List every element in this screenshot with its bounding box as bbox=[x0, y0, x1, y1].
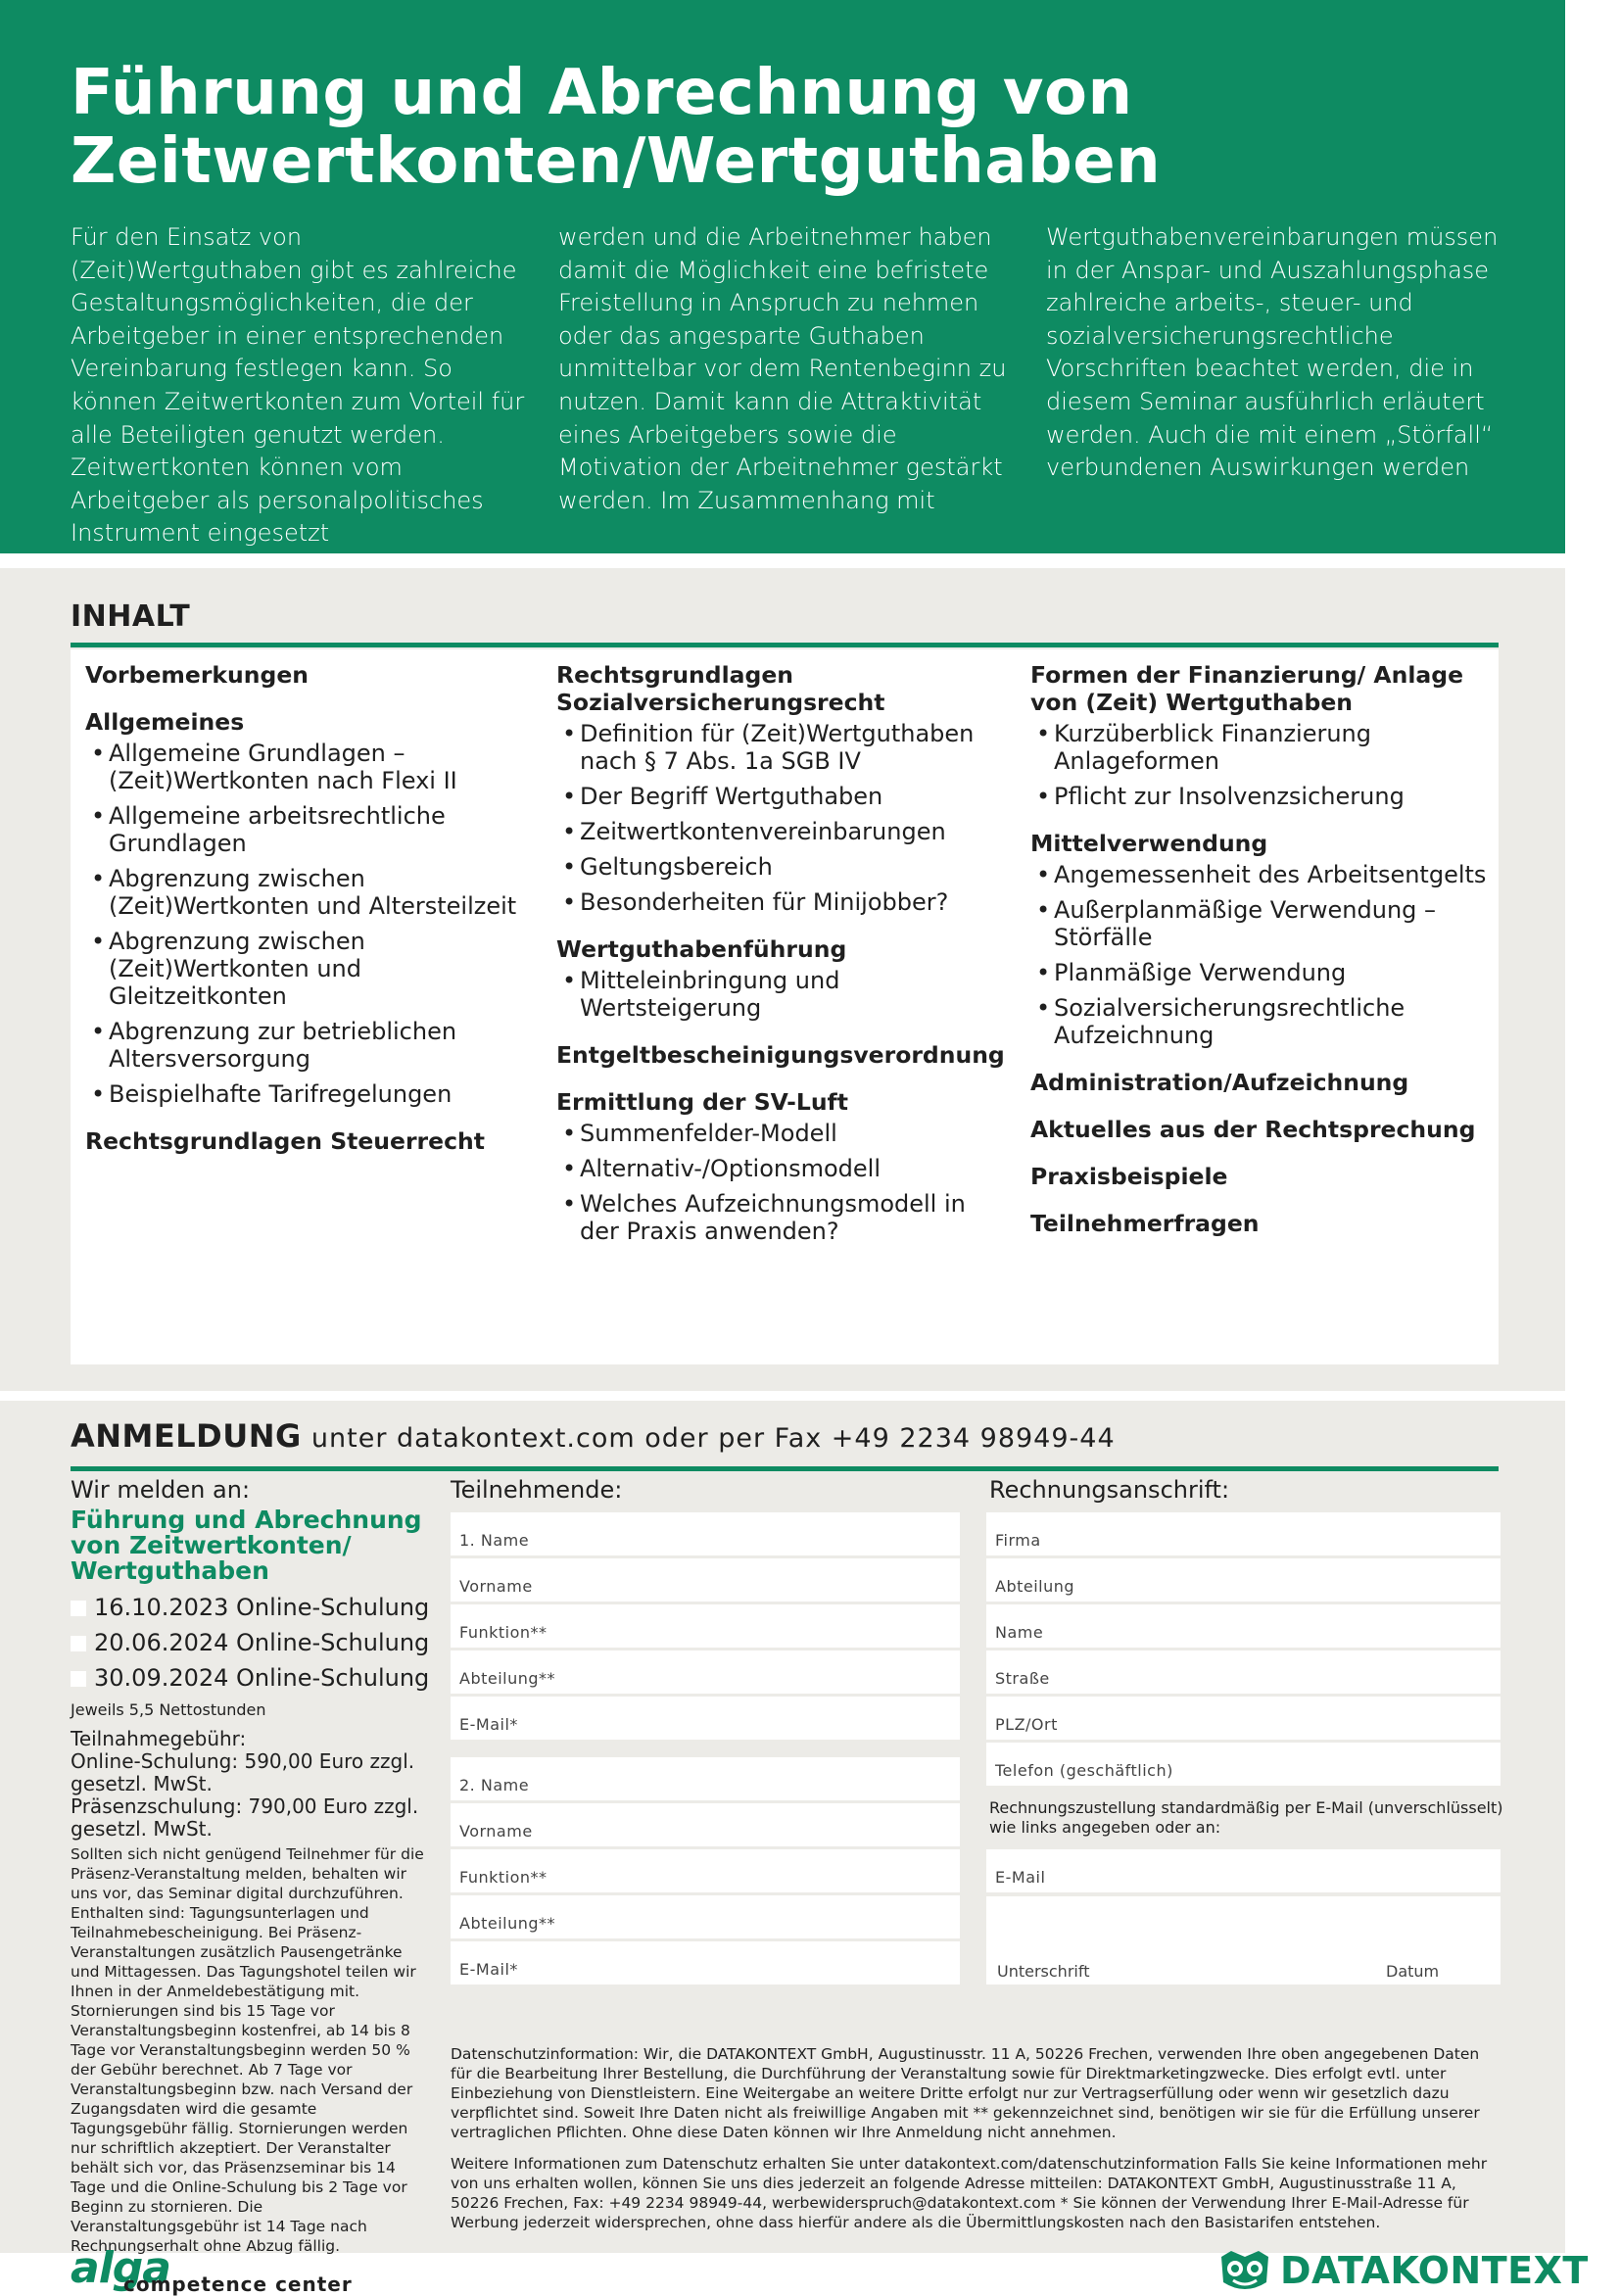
topic-wertguthabenfuehrung: Wertguthabenführung bbox=[556, 935, 847, 963]
duration-note: Jeweils 5,5 Nettostunden bbox=[71, 1700, 266, 1719]
page-title: Führung und Abrechnung von Zeitwertkonten/Wertguthaben bbox=[71, 57, 1162, 198]
list-item: • Besonderheiten für Minijobber? bbox=[556, 888, 1007, 916]
list-item: • Abgrenzung zur betrieblichen Altersversorgung bbox=[85, 1018, 546, 1073]
participant1-name-field[interactable]: 1. Name bbox=[451, 1512, 960, 1555]
wg-list bbox=[556, 967, 1007, 1022]
header-band bbox=[0, 0, 1565, 553]
participant1-function-field[interactable]: Funktion** bbox=[451, 1604, 960, 1648]
rechnung-label: Rechnungsanschrift: bbox=[989, 1476, 1230, 1504]
fin-list bbox=[1030, 720, 1491, 810]
owl-icon bbox=[1217, 2249, 1272, 2292]
participant1-department-field[interactable]: Abteilung** bbox=[451, 1650, 960, 1694]
wir-melden-label: Wir melden an: bbox=[71, 1476, 251, 1504]
page-margin bbox=[1565, 0, 1620, 2291]
privacy-paragraph: Weitere Informationen zum Datenschutz erhalten Sie unter datakontext.com/datenschutzinformation Falls Sie keine Informationen mehr von uns erhalten wollen, können Sie uns dies jederzeit an folgende Adresse mitteilen: DATAKONTEXT GmbH, Augustinusstraße 11 A, 50226 Frechen, Fax: +49 2234 98949-44, werbewiderspruch@datakontext.com * Sie können der Verwendung Ihrer E-Mail-Adresse für Werbung jederzeit widersprechen, ohne dass hierfür andere als die Übermittlungskosten nach den Basistarifen entstehen. bbox=[451, 2155, 1488, 2231]
billing-street-field[interactable]: Straße bbox=[986, 1650, 1501, 1694]
topic-steuerrecht: Rechtsgrundlagen Steuerrecht bbox=[85, 1127, 485, 1155]
billing-department-field[interactable]: Abteilung bbox=[986, 1558, 1501, 1602]
datakontext-logo: DATAKONTEXT bbox=[1217, 2249, 1589, 2292]
course-title: Führung und Abrechnung von Zeitwertkonten/ Wertguthaben bbox=[71, 1506, 422, 1585]
sv-list bbox=[556, 720, 1007, 916]
topic-sv-luft: Ermittlung der SV-Luft bbox=[556, 1088, 849, 1116]
list-item: • Welches Aufzeichnungsmodell in der Praxis anwenden? bbox=[556, 1190, 1007, 1245]
fee-online: Online-Schulung: 590,00 Euro zzgl. gesetzl. MwSt. bbox=[71, 1749, 415, 1795]
participant2-firstname-field[interactable]: Vorname bbox=[451, 1803, 960, 1846]
anmeldung-divider bbox=[71, 1466, 1499, 1471]
topic-sozialversicherungsrecht: Rechtsgrundlagen Sozialversicherungsrecht bbox=[556, 661, 885, 716]
intro-column-1: Für den Einsatz von (Zeit)Wertguthaben gibt es zahlreiche Gestaltungsmöglichkeiten, die der Arbeitgeber in einer entsprechenden Vereinbarung festlegen kann. So können Zeitwertkonten zum Vorteil für alle Beteiligten genutzt werden. Zeitwertkonten können vom Arbeitgeber als personalpolitisches Instrument eingesetzt bbox=[71, 223, 525, 548]
list-item: • Pflicht zur Insolvenzsicherung bbox=[1030, 783, 1491, 810]
signature-field[interactable] bbox=[986, 1896, 1501, 1985]
billing-name-field[interactable]: Name bbox=[986, 1604, 1501, 1648]
topic-administration: Administration/Aufzeichnung bbox=[1030, 1069, 1409, 1096]
topic-finanzierung: Formen der Finanzierung/ Anlage von (Zeit) Wertguthaben bbox=[1030, 661, 1464, 716]
topic-allgemeines: Allgemeines bbox=[85, 708, 245, 736]
anmeldung-title: ANMELDUNG unter datakontext.com oder per Fax +49 2234 98949-44 bbox=[71, 1417, 1116, 1455]
date-checkbox[interactable] bbox=[71, 1636, 86, 1651]
topic-praxisbeispiele: Praxisbeispiele bbox=[1030, 1163, 1228, 1190]
alga-logo: alga competence center bbox=[71, 2243, 353, 2296]
date-option-2[interactable]: 20.06.2024 Online-Schulung bbox=[71, 1629, 429, 1656]
inhalt-divider bbox=[71, 643, 1499, 647]
date-option-1[interactable]: 16.10.2023 Online-Schulung bbox=[71, 1594, 429, 1621]
participant2-email-field[interactable]: E-Mail* bbox=[451, 1941, 960, 1985]
list-item: • Kurzüberblick Finanzierung Anlageformen bbox=[1030, 720, 1491, 775]
list-item: • Sozialversicherungsrechtliche Aufzeichnung bbox=[1030, 994, 1491, 1049]
signature-label: Unterschrift bbox=[997, 1962, 1090, 1981]
date-label: Datum bbox=[1386, 1962, 1440, 1981]
list-item: • Alternativ-/Optionsmodell bbox=[556, 1155, 1007, 1182]
billing-note: Rechnungszustellung standardmäßig per E-Mail (unverschlüsselt) wie links angegeben oder an: bbox=[989, 1798, 1503, 1837]
topic-teilnehmerfragen: Teilnehmerfragen bbox=[1030, 1210, 1260, 1237]
fee-block bbox=[71, 1728, 443, 1841]
list-item: • Abgrenzung zwischen (Zeit)Wertkonten und Gleitzeitkonten bbox=[85, 928, 546, 1010]
teilnehmende-label: Teilnehmende: bbox=[451, 1476, 623, 1504]
list-item: • Außerplanmäßige Verwendung – Störfälle bbox=[1030, 896, 1491, 951]
participant2-department-field[interactable]: Abteilung** bbox=[451, 1895, 960, 1938]
fee-praesenz: Präsenzschulung: 790,00 Euro zzgl. gesetzl. MwSt. bbox=[71, 1794, 419, 1841]
billing-company-field[interactable]: Firma bbox=[986, 1512, 1501, 1555]
anmeldung-subtitle: unter datakontext.com oder per Fax +49 2234 98949-44 bbox=[310, 1423, 1116, 1454]
list-item: • Zeitwertkontenvereinbarungen bbox=[556, 818, 1007, 845]
participant2-function-field[interactable]: Funktion** bbox=[451, 1849, 960, 1892]
topic-entgeltbescheinigung: Entgeltbescheinigungsverordnung bbox=[556, 1041, 1005, 1069]
privacy-info bbox=[451, 2044, 1499, 2232]
participant1-firstname-field[interactable]: Vorname bbox=[451, 1558, 960, 1602]
inhalt-title: INHALT bbox=[71, 599, 191, 634]
allgemeines-list bbox=[85, 740, 546, 1108]
participant2-name-field[interactable]: 2. Name bbox=[451, 1757, 960, 1800]
billing-phone-field[interactable]: Telefon (geschäftlich) bbox=[986, 1743, 1501, 1786]
list-item: • Angemessenheit des Arbeitsentgelts bbox=[1030, 861, 1491, 888]
list-item: • Planmäßige Verwendung bbox=[1030, 959, 1491, 986]
topic-rechtsprechung: Aktuelles aus der Rechtsprechung bbox=[1030, 1116, 1476, 1143]
date-checkbox[interactable] bbox=[71, 1601, 86, 1616]
list-item: • Abgrenzung zwischen (Zeit)Wertkonten und Altersteilzeit bbox=[85, 865, 546, 920]
list-item: • Allgemeine arbeitsrechtliche Grundlagen bbox=[85, 802, 546, 857]
date-checkbox[interactable] bbox=[71, 1671, 86, 1687]
list-item: • Geltungsbereich bbox=[556, 853, 1007, 881]
participant1-email-field[interactable]: E-Mail* bbox=[451, 1697, 960, 1740]
list-item: • Summenfelder-Modell bbox=[556, 1120, 1007, 1147]
intro-column-3: Wertguthabenvereinbarungen müssen in der Anspar- und Auszahlungsphase zahlreiche arbeits-, steuer- und sozialversicherungsrechtliche Vorschriften beachtet werden, die in diesem Seminar ausführlich erläutert werden. Auch die mit einem „Störfall“ verbundenen Auswirkungen werden bbox=[1046, 223, 1499, 482]
list-item: • Allgemeine Grundlagen – (Zeit)Wertkonten nach Flexi II bbox=[85, 740, 546, 794]
intro-column-2: werden und die Arbeitnehmer haben damit die Möglichkeit eine befristete Freistellung in Anspruch zu nehmen oder das angesparte Guthaben unmittelbar vor dem Rentenbeginn zu nutzen. Damit kann die Attraktivität eines Arbeitgebers sowie die Motivation der Arbeitnehmer gestärkt werden. Im Zusammenhang mit bbox=[558, 223, 1007, 514]
billing-email-field[interactable]: E-Mail bbox=[986, 1849, 1501, 1892]
inhalt-column-3 bbox=[1030, 661, 1491, 1257]
list-item: • Mitteleinbringung und Wertsteigerung bbox=[556, 967, 1007, 1022]
inhalt-column-2 bbox=[556, 661, 1007, 1265]
inhalt-column-1 bbox=[85, 661, 546, 1174]
list-item: • Beispielhafte Tarifregelungen bbox=[85, 1080, 546, 1108]
topic-mittelverwendung: Mittelverwendung bbox=[1030, 830, 1268, 857]
date-option-3[interactable]: 30.09.2024 Online-Schulung bbox=[71, 1664, 429, 1692]
billing-city-field[interactable]: PLZ/Ort bbox=[986, 1697, 1501, 1740]
list-item: • Der Begriff Wertguthaben bbox=[556, 783, 1007, 810]
terms-text: Sollten sich nicht genügend Teilnehmer für die Präsenz-Veranstaltung melden, behalten wir uns vor, das Seminar digital durchzuführen. Enthalten sind: Tagungsunterlagen und Teilnahmebescheinigung. Bei Präsenz-Veranstaltungen zusätzlich Pausengetränke und Mittagessen. Das Tagungshotel teilen wir Ihnen in der Anmeldebestätigung mit. Stornierungen sind bis 15 Tage vor Veranstaltungsbeginn kostenfrei, ab 14 bis 8 Tage vor Veranstaltungsbeginn werden 50 % der Gebühr berechnet. Ab 7 Tage vor Veranstaltungsbeginn bzw. nach Versand der Zugangsdaten wird die gesamte Tagungsgebühr fällig. Stornierungen werden nur schriftlich akzeptiert. Der Veranstalter behält sich vor, das Präsenzseminar bis 14 Tage und die Online-Schulung bis 2 Tage vor Beginn zu stornieren. Die Veranstaltungsgebühr ist 14 Tage nach Rechnungserhalt ohne Abzug fällig. bbox=[71, 1845, 424, 2255]
svluft-list bbox=[556, 1120, 1007, 1245]
list-item: • Definition für (Zeit)Wertguthaben nach § 7 Abs. 1a SGB IV bbox=[556, 720, 1007, 775]
privacy-paragraph: Datenschutzinformation: Wir, die DATAKONTEXT GmbH, Augustinusstr. 11 A, 50226 Frechen, verwenden Ihre oben angegebenen Daten für die Bearbeitung Ihrer Bestellung, die Durchführung der Veranstaltung sowie für Direktmarketingzwecke. Dies erfolgt evtl. unter Einbeziehung von Dienstleistern. Eine Weitergabe an weitere Dritte erfolgt nur zur Vertragserfüllung oder wenn wir gesetzlich dazu verpflichtet sind. Soweit Ihre Daten nicht als freiwillige Angaben mit ** gekennzeichnet sind, benötigen wir sie für die Erfüllung unserer vertraglichen Pflichten. Ohne diese Daten können wir Ihre Anmeldung nicht annehmen. bbox=[451, 2045, 1480, 2141]
fee-title: Teilnahmegebühr: bbox=[71, 1727, 247, 1750]
topic-vorbemerkungen: Vorbemerkungen bbox=[85, 661, 309, 689]
mv-list bbox=[1030, 861, 1491, 1049]
